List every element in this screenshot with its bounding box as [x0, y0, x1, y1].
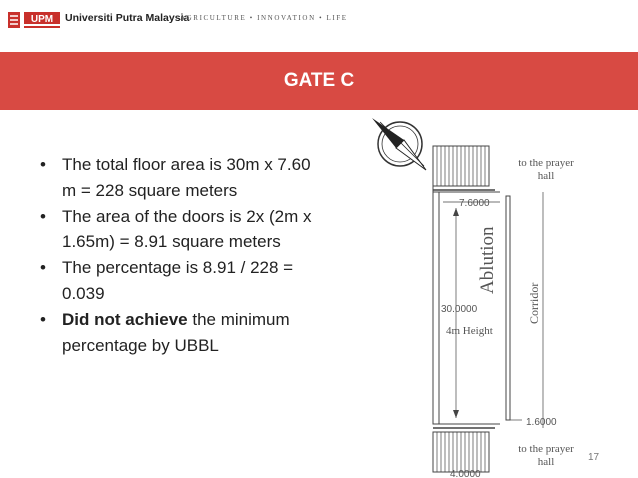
bullet-text: The area of the doors is 2x (2m x 1.65m) = 8.91 square meters — [62, 206, 312, 252]
corridor-label: Corridor — [527, 282, 541, 324]
bullet-text: The total floor area is 30m x 7.60 m = 228 square meters — [62, 155, 311, 200]
prayer-hall-label-top-2: hall — [537, 170, 555, 182]
dim-door-label: 1.6000 — [526, 417, 557, 428]
height-label: 4m Height — [446, 325, 493, 337]
bullet-bold-text: Did not achieve — [62, 309, 188, 329]
top-hatched-block — [433, 146, 489, 186]
prayer-hall-label-bottom-2: hall — [537, 456, 555, 468]
bullet-list — [36, 152, 326, 358]
university-logo-icon — [8, 10, 62, 32]
bottom-hatched-block — [433, 432, 489, 472]
page-number: 17 — [588, 452, 600, 463]
dim-bottom-label: 4.0000 — [450, 469, 481, 478]
dim-length-label: 30.0000 — [441, 304, 478, 315]
prayer-hall-label-top: to the prayer — [518, 157, 574, 169]
bullet-text: the minimum percentage by UBBL — [62, 309, 290, 355]
bullet-item — [36, 152, 326, 204]
prayer-hall-label-bottom: to the prayer — [518, 443, 574, 455]
ablution-label: Ablution — [477, 226, 498, 294]
dim-width-label: 7.6000 — [459, 198, 490, 209]
bullet-item — [36, 307, 326, 359]
bullet-text: The percentage is 8.91 / 228 = 0.039 — [62, 258, 294, 303]
bullet-item — [36, 204, 326, 256]
slide-title: GATE C — [283, 70, 355, 91]
compass-icon — [372, 118, 426, 170]
header — [0, 0, 638, 36]
university-name: Universiti Putra Malaysia — [65, 12, 190, 24]
university-tagline: AGRICULTURE • INNOVATION • LIFE — [180, 14, 348, 22]
logo-text: UPM — [30, 14, 54, 25]
bullet-item — [36, 255, 326, 307]
floor-plan-diagram — [360, 112, 610, 478]
